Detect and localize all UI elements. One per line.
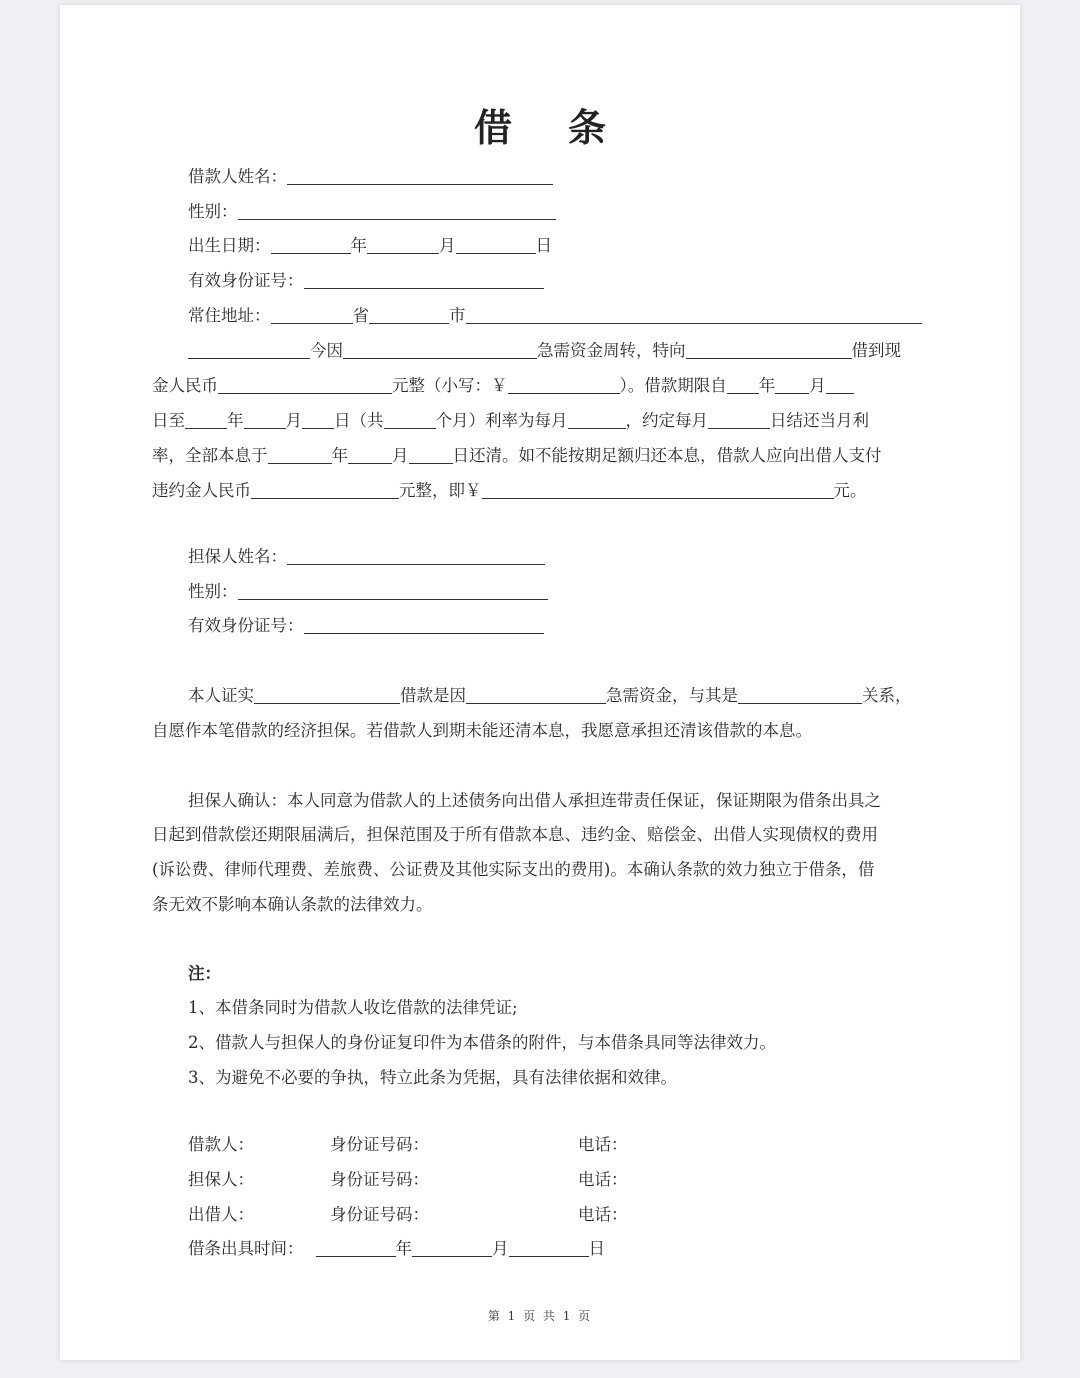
guarantor-confirm-line-3: (诉讼费、律师代理费、差旅费、公证费及其他实际支出的费用)。本确认条款的效力独立于借条，借 bbox=[152, 860, 875, 879]
guarantor-name-label: 担保人姓名： bbox=[188, 547, 287, 566]
text-yuanzheng: 元整（小写：￥ bbox=[392, 376, 508, 395]
province-unit: 省 bbox=[352, 306, 369, 325]
birth-label: 出生日期： bbox=[188, 236, 271, 255]
sig-borrower-role: 借款人： bbox=[188, 1135, 254, 1154]
borrower-id-label: 有效身份证号： bbox=[188, 271, 304, 290]
start-day-blank[interactable] bbox=[826, 375, 854, 394]
text-weiyuejin: 违约金人民币 bbox=[152, 481, 251, 500]
issue-date-row bbox=[188, 1237, 605, 1261]
loan-line-1 bbox=[188, 339, 901, 363]
loan-line-2 bbox=[152, 374, 854, 398]
sig-guarantor-phone: 电话： bbox=[578, 1170, 628, 1189]
confirm-reason-blank[interactable] bbox=[466, 685, 606, 704]
text-jiekuanshiyin: 借款是因 bbox=[400, 686, 466, 705]
reason-blank[interactable] bbox=[343, 340, 537, 359]
guarantor-gender-row bbox=[188, 580, 548, 604]
text-yuan: 元。 bbox=[833, 481, 867, 500]
page-title bbox=[60, 97, 1020, 152]
guarantor-confirm-line-4: 条无效不影响本确认条款的法律效力。 bbox=[152, 895, 433, 914]
borrower-name-row bbox=[188, 165, 553, 189]
borrower-address-row bbox=[188, 304, 922, 328]
guarantor-name-blank[interactable] bbox=[287, 546, 545, 565]
borrower-gender-label: 性别： bbox=[188, 202, 238, 221]
rate-blank[interactable] bbox=[568, 410, 626, 429]
text-benren: 本人证实 bbox=[188, 686, 254, 705]
amount-blank[interactable] bbox=[218, 375, 392, 394]
text-nian3: 年 bbox=[331, 446, 348, 465]
months-blank[interactable] bbox=[384, 410, 436, 429]
borrower-gender-row bbox=[188, 200, 556, 224]
birth-day-blank[interactable] bbox=[456, 235, 536, 254]
guarantor-name-row bbox=[188, 545, 545, 569]
repay-month-blank[interactable] bbox=[348, 445, 392, 464]
borrower-name-label: 借款人姓名： bbox=[188, 167, 287, 186]
issue-year-unit: 年 bbox=[395, 1239, 412, 1258]
start-month-blank[interactable] bbox=[775, 375, 809, 394]
amount-small-blank[interactable] bbox=[508, 375, 620, 394]
birth-month-blank[interactable] bbox=[367, 235, 439, 254]
issue-date-label: 借条出具时间： bbox=[188, 1239, 304, 1258]
guarantor-id-blank[interactable] bbox=[304, 615, 544, 634]
birth-year-blank[interactable] bbox=[271, 235, 351, 254]
text-ji: 元整，即￥ bbox=[399, 481, 482, 500]
text-lilv: 个月）利率为每月 bbox=[435, 411, 568, 430]
sig-lender-phone: 电话： bbox=[578, 1205, 628, 1224]
note-item-1: 1、本借条同时为借款人收讫借款的法律凭证; bbox=[188, 998, 518, 1017]
text-yue3: 月 bbox=[392, 446, 409, 465]
guarantor-id-row bbox=[188, 614, 544, 638]
document-page bbox=[60, 5, 1020, 1360]
sig-guarantor-role: 担保人： bbox=[188, 1170, 254, 1189]
text-jixuzijin: 急需资金，与其是 bbox=[606, 686, 738, 705]
confirm-line-1 bbox=[188, 684, 912, 708]
text-jinyin: 今因 bbox=[310, 341, 343, 360]
penalty-small-blank[interactable] bbox=[482, 480, 834, 499]
issue-day-unit: 日 bbox=[588, 1239, 605, 1258]
text-yue: 月 bbox=[809, 376, 826, 395]
text-nian2: 年 bbox=[227, 411, 244, 430]
note-item-2: 2、借款人与担保人的身份证复印件为本借条的附件，与本借条具同等法律效力。 bbox=[188, 1033, 776, 1052]
borrower-name-blank[interactable] bbox=[287, 166, 553, 185]
guarantor-gender-blank[interactable] bbox=[238, 581, 548, 600]
city-blank[interactable] bbox=[369, 305, 449, 324]
note-item-3: 3、为避免不必要的争执，特立此条为凭据，具有法律依据和效律。 bbox=[188, 1068, 677, 1087]
borrower-id-blank[interactable] bbox=[304, 270, 544, 289]
repay-day-blank[interactable] bbox=[409, 445, 453, 464]
page-footer: 第 1 页 共 1 页 bbox=[487, 1309, 593, 1323]
end-month-blank[interactable] bbox=[244, 410, 286, 429]
text-jinrmb: 金人民币 bbox=[152, 376, 218, 395]
loan-line-5 bbox=[152, 479, 867, 503]
text-nian: 年 bbox=[758, 376, 776, 395]
issue-month-blank[interactable] bbox=[412, 1238, 492, 1257]
lender-blank[interactable] bbox=[686, 340, 852, 359]
borrower-blank[interactable] bbox=[188, 340, 310, 359]
borrower-id-row bbox=[188, 269, 544, 293]
birth-month-unit: 月 bbox=[439, 236, 456, 255]
address-detail-blank[interactable] bbox=[466, 305, 922, 324]
issue-month-unit: 月 bbox=[492, 1239, 509, 1258]
sig-lender-id: 身份证号码： bbox=[330, 1205, 429, 1224]
repay-year-blank[interactable] bbox=[268, 445, 332, 464]
sig-borrower-id: 身份证号码： bbox=[330, 1135, 429, 1154]
borrower-gender-blank[interactable] bbox=[238, 201, 556, 220]
text-rizhi: 日至 bbox=[152, 411, 185, 430]
city-unit: 市 bbox=[449, 306, 466, 325]
text-qixian: ）。借款期限自 bbox=[619, 376, 727, 395]
text-yue2: 月 bbox=[285, 411, 302, 430]
text-lv: 率，全部本息于 bbox=[152, 446, 268, 465]
address-label: 常住地址： bbox=[188, 306, 271, 325]
borrower-birth-row bbox=[188, 234, 552, 258]
text-jixu: 急需资金周转，特向 bbox=[537, 341, 686, 360]
guarantor-gender-label: 性别： bbox=[188, 582, 238, 601]
text-rijie: 日结还当月利 bbox=[770, 411, 869, 430]
penalty-blank[interactable] bbox=[251, 480, 399, 499]
end-day-blank[interactable] bbox=[302, 410, 334, 429]
guarantor-confirm-line-2: 日起到借款偿还期限届满后，担保范围及于所有借款本息、违约金、赔偿金、出借人实现债权的费用 bbox=[152, 825, 878, 844]
start-year-blank[interactable] bbox=[727, 375, 759, 394]
text-rigong: 日（共 bbox=[334, 411, 384, 430]
sig-borrower-phone: 电话： bbox=[578, 1135, 628, 1154]
title-char-2: 条 bbox=[568, 105, 607, 150]
text-guanxi: 关系， bbox=[862, 686, 912, 705]
loan-line-3 bbox=[152, 409, 869, 433]
guarantor-id-label: 有效身份证号： bbox=[188, 616, 304, 635]
guarantor-confirm-line-1: 担保人确认：本人同意为借款人的上述债务向出借人承担连带责任保证，保证期限为借条出具之 bbox=[188, 791, 881, 810]
relation-blank[interactable] bbox=[738, 685, 862, 704]
birth-year-unit: 年 bbox=[350, 236, 367, 255]
text-huanqing: 日还清。如不能按期足额归还本息，借款人应向出借人支付 bbox=[452, 446, 882, 465]
text-jiedao: 借到现 bbox=[851, 341, 901, 360]
province-blank[interactable] bbox=[271, 305, 353, 324]
birth-day-unit: 日 bbox=[535, 236, 552, 255]
confirm-borrower-blank[interactable] bbox=[254, 685, 400, 704]
notes-title: 注： bbox=[188, 964, 221, 983]
loan-line-4 bbox=[152, 444, 882, 468]
sig-lender-role: 出借人： bbox=[188, 1205, 254, 1224]
sig-guarantor-id: 身份证号码： bbox=[330, 1170, 429, 1189]
title-char-1: 借 bbox=[473, 105, 512, 150]
issue-year-blank[interactable] bbox=[316, 1238, 396, 1257]
end-year-blank[interactable] bbox=[185, 410, 227, 429]
settle-day-blank[interactable] bbox=[708, 410, 770, 429]
text-yueding: ，约定每月 bbox=[625, 411, 708, 430]
issue-day-blank[interactable] bbox=[509, 1238, 589, 1257]
confirm-line-2: 自愿作本笔借款的经济担保。若借款人到期未能还清本息，我愿意承担还清该借款的本息。 bbox=[152, 721, 812, 740]
